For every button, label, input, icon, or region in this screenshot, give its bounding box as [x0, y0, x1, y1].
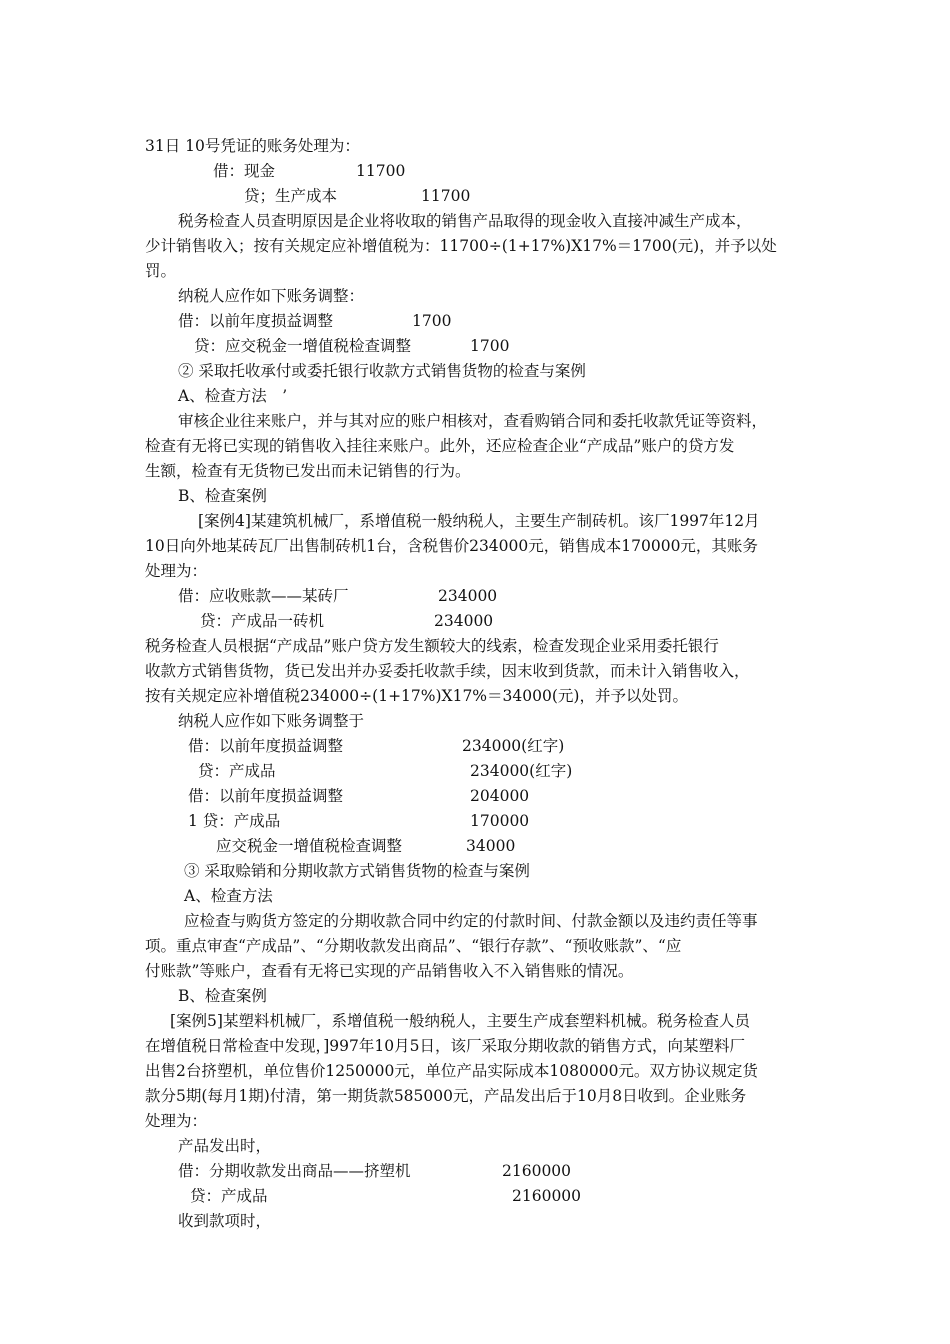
line-text: 税务检查人员根据“产成品”账户贷方发生额较大的线索，检查发现企业采用委托银行 [145, 637, 719, 655]
line-amount: 170000 [470, 812, 530, 830]
line-text: 贷：产成品一砖机 [200, 612, 325, 630]
line-text: 贷：产成品 [190, 1187, 268, 1205]
line-text: 借：以前年度损益调整 [178, 312, 334, 330]
line-amount: 234000(红字) [470, 762, 573, 780]
line-text: 处理为： [145, 1112, 208, 1130]
line-amount: 2160000 [502, 1162, 572, 1180]
line-amount: 1700 [470, 337, 510, 355]
line-text: 借：分期收款发出商品——挤塑机 [178, 1162, 411, 1180]
line-text: 贷：应交税金一增值税检查调整 [194, 337, 412, 355]
line-amount: 204000 [470, 787, 530, 805]
line-text: 借：以前年度损益调整 [188, 787, 344, 805]
line-text: 付账款”等账户，查看有无将已实现的产品销售收入不入销售账的情况。 [145, 962, 634, 980]
line-text: 检查有无将已实现的销售收入挂往来账户。此外，还应检查企业“产成品”账户的贷方发 [145, 437, 735, 455]
line-amount: 1700 [412, 312, 452, 330]
line-text: 纳税人应作如下账务调整于 [178, 712, 365, 730]
line-text: 生额，检查有无货物已发出而未记销售的行为。 [145, 462, 471, 480]
line-text: ③ 采取赊销和分期收款方式销售货物的检查与案例 [184, 862, 530, 880]
line-text: [案例4]某建筑机械厂，系增值税一般纳税人，主要生产制砖机。该厂1997年12月 [198, 512, 760, 530]
line-text: 少计销售收入；按有关规定应补增值税为：11700÷(1+17%)X17%＝1700(元)，并予以处 [145, 237, 777, 255]
line-amount: 11700 [421, 187, 471, 205]
line-text: A、检查方法 ’ [178, 387, 288, 405]
line-text: 税务检查人员查明原因是企业将收取的销售产品取得的现金收入直接冲减生产成本， [178, 212, 752, 230]
line-text: 31日 10号凭证的账务处理为： [145, 137, 360, 155]
line-text: 产品发出时， [178, 1137, 272, 1155]
line-text: 借：应收账款——某砖厂 [178, 587, 349, 605]
line-text: B、检查案例 [178, 987, 267, 1005]
line-amount: 34000 [466, 837, 516, 855]
line-text: 罚。 [145, 262, 177, 280]
line-amount: 234000 [438, 587, 498, 605]
line-text: [案例5]某塑料机械厂，系增值税一般纳税人，主要生产成套塑料机械。税务检查人员 [170, 1012, 750, 1030]
line-text: B、检查案例 [178, 487, 267, 505]
line-text: 在增值税日常检查中发现，]997年10月5日，该厂采取分期收款的销售方式，向某塑料厂 [145, 1037, 745, 1055]
line-text: 审核企业往来账户，并与其对应的账户相核对，查看购销合同和委托收款凭证等资料， [178, 412, 768, 430]
line-amount: 11700 [356, 162, 406, 180]
line-text: 应检查与购货方签定的分期收款合同中约定的付款时间、付款金额以及违约责任等事 [184, 912, 758, 930]
line-text: ② 采取托收承付或委托银行收款方式销售货物的检查与案例 [178, 362, 586, 380]
line-text: 款分5期(每月1期)付清，第一期货款585000元，产品发出后于10月8日收到。企业账务 [145, 1087, 747, 1105]
line-text: 贷；生产成本 [244, 187, 338, 205]
line-text: 按有关规定应补增值税234000÷(1+17%)X17%＝34000(元)，并予以处罚。 [145, 687, 688, 705]
line-amount: 234000(红字) [462, 737, 565, 755]
line-text: 收到款项时， [178, 1212, 272, 1230]
line-text: 贷：产成品 [198, 762, 276, 780]
line-text: 处理为： [145, 562, 208, 580]
line-text: 出售2台挤塑机，单位售价1250000元，单位产品实际成本1080000元。双方协议规定货 [145, 1062, 758, 1080]
line-text: 应交税金一增值税检查调整 [216, 837, 403, 855]
line-amount: 234000 [434, 612, 494, 630]
line-text: 借：以前年度损益调整 [188, 737, 344, 755]
line-text: 1 贷：产成品 [188, 812, 281, 830]
line-text: 项。重点审查“产成品”、“分期收款发出商品”、“银行存款”、“预收账款”、“应 [145, 937, 682, 955]
line-text: 纳税人应作如下账务调整： [178, 287, 365, 305]
line-text: 10日向外地某砖瓦厂出售制砖机1台，含税售价234000元，销售成本170000元，其账务 [145, 537, 758, 555]
line-text: 收款方式销售货物，货已发出并办妥委托收款手续，因末收到货款，而未计入销售收入， [145, 662, 750, 680]
line-amount: 2160000 [512, 1187, 582, 1205]
line-text: 借：现金 [213, 162, 276, 180]
line-text: A、检查方法 [184, 887, 273, 905]
